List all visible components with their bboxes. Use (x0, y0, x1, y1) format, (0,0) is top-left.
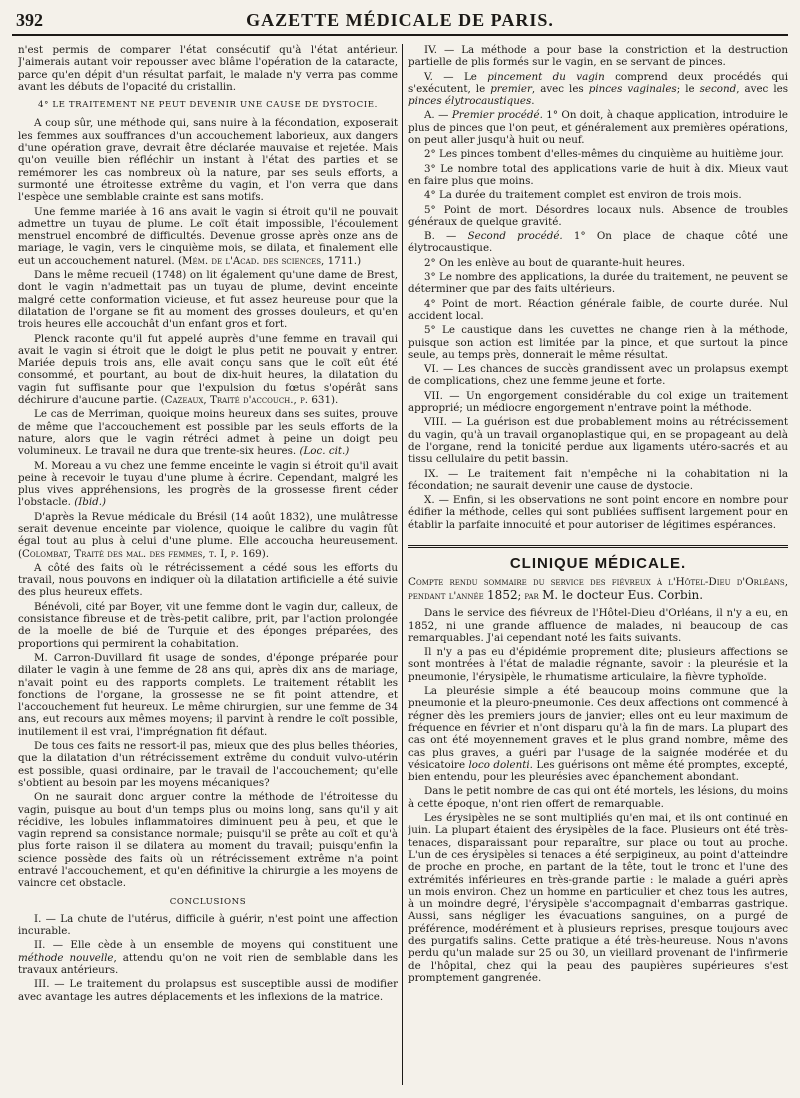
conclusion-item: I. — La chute de l'utérus, difficile à guérir, n'est point une affection incurable. (18, 912, 398, 938)
left-column (18, 44, 398, 1093)
procedure-step: A. — Premier procédé. 1° On doit, à chaque application, introduire le plus de pinces que l'on peut, et généralement aux premières opérations, on peut aller jusqu'à huit ou neuf. (408, 109, 788, 147)
procedure-step: 5° Point de mort. Désordres locaux nuls. Absence de troubles généraux de quelque gravité. (408, 203, 788, 228)
column-divider (402, 44, 403, 1085)
procedure-step: 2° Les pinces tombent d'elles-mêmes du cinquième au huitième jour. (424, 148, 784, 161)
paragraph: D'après la Revue médicale du Brésil (14 août 1832), une mulâtresse serait devenue enceinte par violence, quoique le calibre du vagin fût égal tout au plus à celui d'une plume. Elle accoucha heureusement. (Colombat, Traité des mal. des femmes, t. I, p. 169). (18, 510, 398, 560)
report-heading: Compte rendu sommaire du service des fiévreux à l'Hôtel-Dieu d'Orléans, pendant l'année 1852; par M. le docteur Eus. Corbin. (408, 576, 788, 603)
conclusion-item: III. — Le traitement du prolapsus est susceptible aussi de modifier avec avantage les autres déplacements et les inflexions de la matrice. (18, 978, 398, 1003)
paragraph: De tous ces faits ne ressort-il pas, mieux que des plus belles théories, que la dilatation d'un rétrécissement extrême du conduit vulvo-utérin est possible, quasi ordinaire, par le travail de l'accouchement; qu'elle s'obtient au besoin par les moyens mécaniques? (18, 740, 398, 789)
procedure-step: 5° Le caustique dans les cuvettes ne change rien à la méthode, puisque son action est limitée par la pince, et que surtout la pince seule, au temps près, donnerait le même résultat. (408, 324, 788, 361)
page-number: 392 (16, 10, 43, 30)
clinique-title: CLINIQUE MÉDICALE. (509, 554, 687, 572)
conclusion-item: VI. — Les chances de succès grandissent avec un prolapsus exempt de complications, chez une femme jeune et forte. (408, 363, 788, 388)
procedure-step: 3° Le nombre des applications, la durée du traitement, ne peuvent se déterminer que par des faits ultérieurs. (408, 271, 788, 296)
citation: (Loc. cit.) (299, 445, 350, 458)
paragraph: Une femme mariée à 16 ans avait le vagin si étroit qu'il ne pouvait admettre un tuyau de plume. Le coït était impossible, l'écoulement menstruel encombré de difficultés. Devenue grosse après onze ans de mariage, le vagin, vers le cinquième mois, se dilata, et finalement elle eut un accouchement naturel. (Mém. de l'Acad. des sciences, 1711.) (18, 205, 398, 267)
citation: (Cazeaux, Traité d'accouch., p. 631). (160, 394, 339, 407)
conclusion-item: X. — Enfin, si les observations ne sont point encore en nombre pour édifier la méthode, celles qui sont publiées suffisent largement pour en établir la parfaite innocuité et pour autoriser de légitimes espérances. (408, 494, 788, 531)
right-column (408, 44, 788, 1093)
journal-title: GAZETTE MÉDICALE DE PARIS. (246, 10, 554, 30)
conclusion-item: V. — Le pincement du vagin comprend deux procédés qui s'exécutent, le premier, avec les pinces vaginales; le second, avec les pinces élytrocaustiques. (408, 70, 788, 108)
section-heading: 4° LE TRAITEMENT NE PEUT DEVENIR UNE CAUSE DE DYSTOCIE. (38, 100, 378, 111)
paragraph: n'est permis de comparer l'état consécutif qu'à l'état antérieur. J'aimerais autant voir repousser avec blâme l'opération de la cataracte, parce qu'en dépit d'un résultat parfait, le malade n'y verra pas comme avant les débuts de l'opacité du cristallin. (18, 44, 398, 93)
paragraph: M. Moreau a vu chez une femme enceinte le vagin si étroit qu'il avait peine à recevoir le tuyau d'une plume à écrire. Cependant, malgré les plus vives appréhensions, les progrès de la grossesse firent céder l'obstacle. (Ibid.) (18, 459, 398, 509)
paragraph: Dans le service des fiévreux de l'Hôtel-Dieu d'Orléans, il n'y a eu, en 1852, ni une grande affluence de malades, ni beaucoup de cas remarquables. J'ai cependant noté les faits suivants. (408, 607, 788, 644)
section-separator (408, 545, 788, 548)
procedure-step: 4° La durée du traitement complet est environ de trois mois. (424, 189, 742, 202)
paragraph: M. Carron-Duvillard fit usage de sondes, d'éponge préparée pour dilater le vagin à une femme de 28 ans qui, après dix ans de mariage, n'avait point eu des rapports complets. Le traitement rétablit les fonctions de l'organe, la grossesse ne se fit point attendre, et l'accouchement fut heureux. Le même chirurgien, sur une femme de 34 ans, eut recours aux mêmes moyens; il parvint à rendre le coït possible, inutilement il est vrai, l'imprégnation fit défaut. (18, 651, 398, 738)
paragraph: Dans le petit nombre de cas qui ont été mortels, les lésions, du moins à cette époque, n'ont rien offert de remarquable. (408, 785, 788, 810)
paragraph: Bénévoli, cité par Boyer, vit une femme dont le vagin dur, calleux, de consistance fibreuse et de très-petit calibre, prit, par l'action prolongée de la moelle de bié de Turquie et des éponges préparées, des proportions qui permirent la cohabitation. (18, 600, 398, 650)
paragraph: Il n'y a pas eu d'épidémie proprement dite; plusieurs affections se sont montrées à l'état de maladie régnante, savoir : la pleurésie et la pneumonie, l'érysipèle, le rhumatisme articulaire, la fièvre typhoïde. (408, 646, 788, 683)
paragraph: Plenck raconte qu'il fut appelé auprès d'une femme en travail qui avait le vagin si étroit que le doigt le plus petit ne pouvait y entrer. Mariée depuis trois ans, elle avait conçu sans que le coït eût été consommé, et pourtant, au bout de dix-huit heures, la dilatation du vagin fut suffisante pour que l'expulsion du fœtus s'opérât sans déchirure d'aucune partie. (Cazeaux, Traité d'accouch., p. 631). (18, 332, 398, 407)
paragraph: La pleurésie simple a été beaucoup moins commune que la pneumonie et la pleuro-pneumonie. Ces deux affections ont commencé à régner dès les premiers jours de janvier; elles ont eu leur maximum de fréquence en février et n'ont disparu qu'à la fin de mars. La plupart des cas ont été moyennement graves et le plus grand nombre, même des cas plus graves, a guéri par l'usage de la saignée modérée et du vésicatoire loco dolenti. Les guérisons ont même été promptes, excepté, bien entendu, pour les pleurésies avec épanchement abondant. (408, 685, 788, 784)
conclusions-heading: CONCLUSIONS (169, 896, 247, 907)
paragraph: On ne saurait donc arguer contre la méthode de l'étroitesse du vagin, puisque au bout d'un temps plus ou moins long, sans qu'il y ait récidive, les lobules inflammatoires diminuent peu à peu, et que le vagin reprend sa consistance normale; puisqu'il se prête au coït et qu'à plus forte raison il se dilatera au moment du travail; puisqu'enfin la science possède des faits où un rétrécissement extrême n'a point entravé l'accouchement, et qu'en définitive la chirurgie a les moyens de vaincre cet obstacle. (18, 791, 398, 890)
paragraph: Le cas de Merriman, quoique moins heureux dans ses suites, prouve de même que l'accouchement est possible par les seuls efforts de la nature, alors que le vagin rétréci admet à peine un doigt peu volumineux. Le travail ne dura que trente-six heures. (Loc. cit.) (18, 408, 398, 458)
citation: (Mém. de l'Acad. des sciences, 1711.) (177, 254, 362, 267)
paragraph: A côté des faits où le rétrécissement a cédé sous les efforts du travail, nous pouvons en indiquer où la dilatation artificielle a été suivie des plus heureux effets. (18, 561, 398, 599)
paragraph: A coup sûr, une méthode qui, sans nuire à la fécondation, exposerait les femmes aux souffrances d'un accouchement laborieux, aux dangers d'une opération grave, devrait être déclarée mauvaise et rejetée. Mais qu'on veuille bien réfléchir un instant à l'état des parties et se remémorer les cas nombreux où la nature, par ses seuls efforts, a surmonté une étroitesse extrême du vagin, et l'on verra que dans l'espèce une semblable crainte est sans motifs. (18, 117, 398, 204)
conclusion-item: IV. — La méthode a pour base la constriction et la destruction partielle de plis formés sur le vagin, en se servant de pinces. (408, 44, 788, 69)
procedure-step: 2° On les enlève au bout de quarante-huit heures. (424, 256, 686, 269)
page-header (12, 8, 788, 36)
procedure-step: 3° Le nombre total des applications varie de huit à dix. Mieux vaut en faire plus que moins. (408, 162, 788, 187)
conclusion-item: VIII. — La guérison est due probablement moins au rétrécissement du vagin, qu'à un travail organoplastique qui, en se propageant au delà de l'organe, rend la tonicité perdue aux ligaments utéro-sacrés et au tissu cellulaire du petit bassin. (408, 416, 788, 466)
paragraph: Les érysipèles ne se sont multipliés qu'en mai, et ils ont continué en juin. La plupart étaient des érysipèles de la face. Plusieurs ont été très-tenaces, disparaissant pour reparaître, sur place ou tout au proche. L'un de ces érysipèles si tenaces a été serpigineux, au point d'atteindre de proche en proche, en partant de la tête, tout le tronc et l'une des extrémités inférieures en très-grande partie : le malade a guéri après un mois environ. Chez un homme en particulier et chez tous les autres, à un moindre degré, l'érysipèle s'accompagnait d'embarras gastrique. Aussi, sans négliger les évacuations sanguines, on a purgé de préférence, modérément et à plusieurs reprises, presque toujours avec des purgatifs salins. Cette pratique a été très-heureuse. Nous n'avons perdu qu'un malade sur 25 ou 30, un vieillard provenant de l'infirmerie de l'hôpital, chez qui la peau des paupières supérieures s'est promptement gangrenée. (408, 812, 788, 984)
citation: (Ibid.) (74, 496, 107, 509)
conclusion-item: IX. — Le traitement fait n'empêche ni la cohabitation ni la fécondation; ne saurait devenir une cause de dystocie. (408, 467, 788, 492)
conclusion-item: II. — Elle cède à un ensemble de moyens qui constituent une méthode nouvelle, attendu qu'on ne voit rien de semblable dans les travaux antérieurs. (18, 939, 398, 977)
citation: (Colombat, Traité des mal. des femmes, t. I, p. 169). (18, 547, 270, 560)
procedure-step: B. — Second procédé. 1° On place de chaque côté une élytrocaustique. (408, 230, 788, 255)
journal-page (12, 8, 788, 1093)
conclusion-item: VII. — Un engorgement considérable du col exige un traitement approprié; un médiocre engorgement n'entrave point la méthode. (408, 389, 788, 415)
procedure-step: 4° Point de mort. Réaction générale faible, de courte durée. Nul accident local. (408, 297, 788, 322)
paragraph: Dans le même recueil (1748) on lit également qu'une dame de Brest, dont le vagin n'admettait pas un tuyau de plume, devint enceinte malgré cette conformation vicieuse, et fut assez heureuse pour que la dilatation de l'organe se fit au moment des grosses douleurs, et qu'en trois heures elle accouchât d'un enfant gros et fort. (18, 269, 398, 331)
